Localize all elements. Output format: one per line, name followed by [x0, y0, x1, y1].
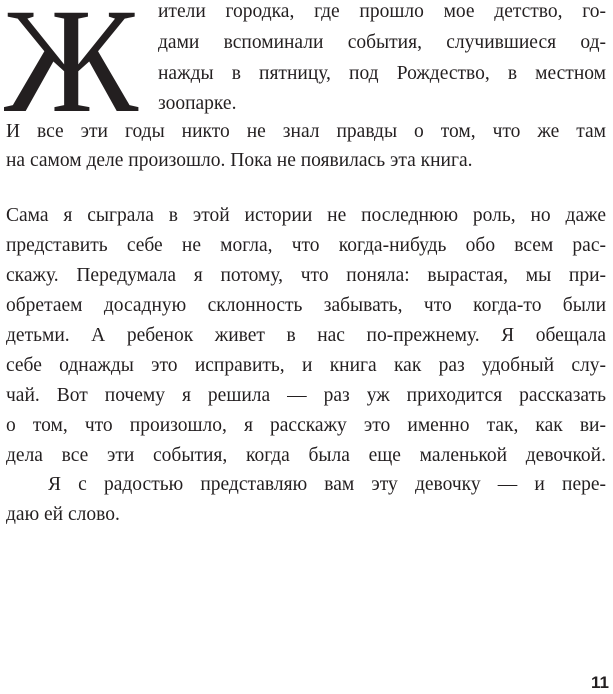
text-line: на самом деле произошло. Пока не появилась эта книга.	[6, 150, 473, 171]
text-line: нажды в пятницу, под Рождество, в местном	[158, 63, 606, 84]
text-line: о том, что произошло, я расскажу это именно так, как ви-	[6, 415, 606, 436]
text-line: И все эти годы никто не знал правды о том, что же там	[6, 121, 606, 142]
text-line: Я с радостью представляю вам эту девочку — и пере-	[48, 474, 606, 495]
text-line: Сама я сыграла в этой истории не последнюю роль, но даже	[6, 205, 606, 226]
text-line: ители городка, где прошло мое детство, го-	[158, 1, 606, 22]
text-line: себе однажды это исправить, и книга как раз удобный слу-	[6, 355, 606, 376]
text-line: дами вспоминали события, случившиеся од-	[158, 32, 606, 53]
drop-cap: Ж	[4, 0, 139, 144]
page-number: 11	[591, 673, 609, 692]
text-line: чай. Вот почему я решила — раз уж приходится рассказать	[6, 385, 606, 406]
text-line: обретаем досадную склонность забывать, что когда-то были	[6, 295, 606, 316]
text-line: скажу. Передумала я потому, что поняла: вырастая, мы при-	[6, 265, 606, 286]
text-line: зоопарке.	[158, 93, 237, 114]
text-line: детьми. А ребенок живет в нас по-прежнему. Я обещала	[6, 325, 606, 346]
text-line: представить себе не могла, что когда-нибудь обо всем рас-	[6, 235, 606, 256]
text-line: даю ей слово.	[6, 504, 120, 525]
text-line: дела все эти события, когда была еще маленькой девочкой.	[6, 445, 606, 466]
